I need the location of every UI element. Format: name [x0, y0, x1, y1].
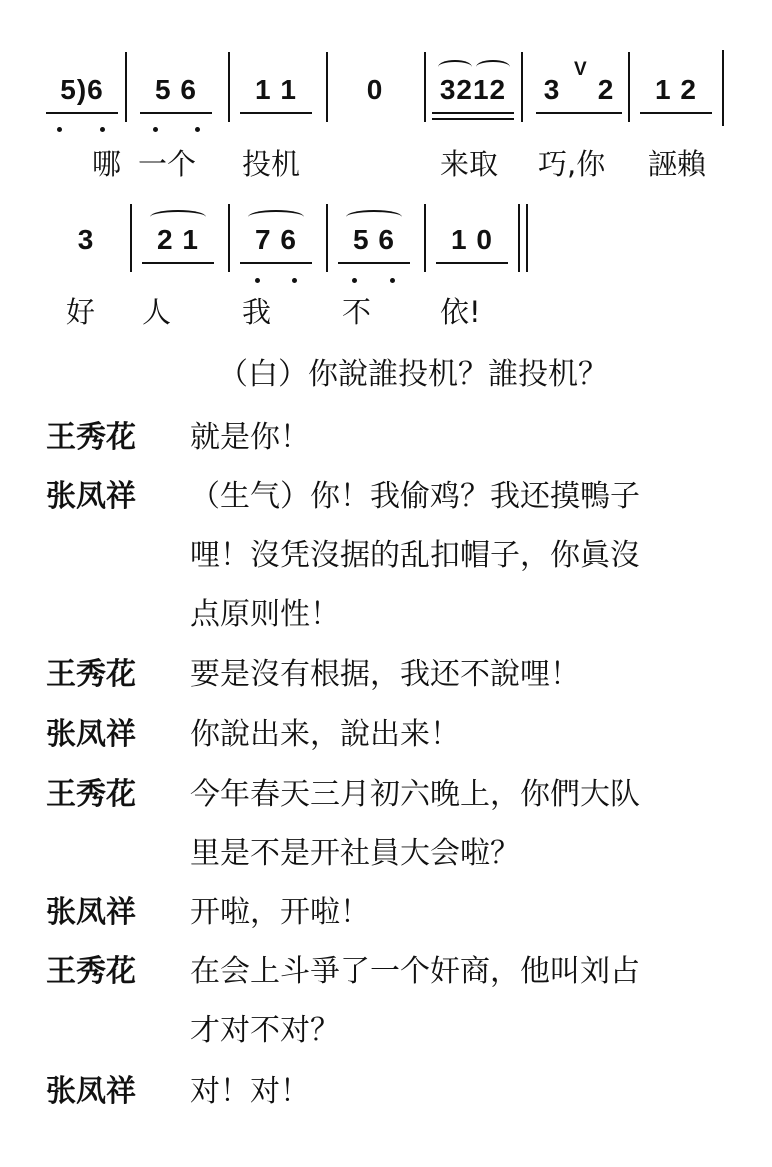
bar-line	[424, 204, 426, 272]
speaker-name: 张凤祥	[46, 479, 136, 514]
lyric-syllable: 人	[142, 295, 172, 329]
bar-line	[125, 52, 127, 122]
note-group: 2	[597, 74, 615, 105]
dialogue-line: 里是不是开社員大会啦？	[190, 836, 520, 871]
lyric-syllable: 哪	[92, 147, 122, 181]
note-group: 3212	[439, 74, 507, 105]
bar-line	[518, 204, 520, 272]
lyric-syllable: 巧,你	[538, 147, 606, 181]
dialogue-line: 哩！沒凭沒据的乱扣帽子，你眞沒	[190, 538, 640, 573]
bar-line	[228, 52, 230, 122]
low-octave-dot	[153, 127, 158, 132]
bar-line	[326, 52, 328, 122]
speaker-name: 王秀花	[46, 954, 136, 989]
eighth-underline	[140, 112, 212, 114]
spoken-aside: （白）你說誰投机？誰投机？	[218, 357, 608, 392]
eighth-underline	[142, 262, 214, 264]
eighth-underline	[436, 262, 508, 264]
dialogue-line: 开啦，开啦！	[190, 895, 370, 930]
bar-line	[628, 52, 630, 122]
note-group: 2 1	[157, 224, 199, 255]
low-octave-dot	[390, 278, 395, 283]
bar-line	[722, 50, 724, 126]
note-group: 7 6	[255, 224, 297, 255]
slur-arc	[150, 210, 206, 224]
eighth-underline	[338, 262, 410, 264]
note-group: 1 0	[451, 224, 493, 255]
low-octave-dot	[195, 127, 200, 132]
dialogue-line: 对！对！	[190, 1074, 310, 1109]
dialogue-line: 点原则性！	[190, 597, 340, 632]
low-octave-dot	[292, 278, 297, 283]
eighth-underline	[536, 112, 622, 114]
speaker-name: 张凤祥	[46, 895, 136, 930]
speaker-name: 王秀花	[46, 657, 136, 692]
lyric-syllable: 依!	[440, 295, 481, 329]
dialogue-line: 才对不对？	[190, 1013, 340, 1048]
dialogue-line: 就是你！	[190, 420, 310, 455]
breath-mark: V	[574, 59, 587, 80]
eighth-underline	[432, 112, 514, 114]
low-octave-dot	[352, 278, 357, 283]
note-group: 5)6	[60, 74, 104, 105]
speaker-name: 王秀花	[46, 777, 136, 812]
speaker-name: 张凤祥	[46, 1074, 136, 1109]
note-group: 5 6	[353, 224, 395, 255]
dialogue-line: 要是沒有根据，我还不說哩！	[190, 657, 580, 692]
slur-arc	[476, 60, 510, 74]
lyric-syllable: 誣賴	[648, 147, 707, 181]
eighth-underline	[240, 262, 312, 264]
note-group: 0	[366, 74, 384, 105]
slur-arc	[438, 60, 472, 74]
bar-line	[228, 204, 230, 272]
note-group: 3	[77, 224, 95, 255]
note-group: 3	[543, 74, 561, 105]
slur-arc	[248, 210, 304, 224]
dialogue-line: （生气）你！我偷鸡？我还摸鴨子	[190, 479, 640, 514]
speaker-name: 张凤祥	[46, 717, 136, 752]
sixteenth-underline	[432, 118, 514, 120]
eighth-underline	[240, 112, 312, 114]
lyric-syllable: 来取	[440, 147, 499, 181]
bar-line	[521, 52, 523, 122]
bar-line	[424, 52, 426, 122]
note-group: 1 1	[255, 74, 297, 105]
eighth-underline	[46, 112, 118, 114]
note-group: 1 2	[655, 74, 697, 105]
lyric-syllable: 一个	[138, 147, 197, 181]
lyric-syllable: 投机	[242, 147, 301, 181]
note-group: 5 6	[155, 74, 197, 105]
low-octave-dot	[57, 127, 62, 132]
low-octave-dot	[100, 127, 105, 132]
bar-line	[130, 204, 132, 272]
lyric-syllable: 我	[242, 295, 272, 329]
low-octave-dot	[255, 278, 260, 283]
dialogue-line: 你說出来，說出来！	[190, 717, 460, 752]
dialogue-line: 今年春天三月初六晚上，你們大队	[190, 777, 640, 812]
speaker-name: 王秀花	[46, 420, 136, 455]
lyric-syllable: 好	[66, 295, 96, 329]
eighth-underline	[640, 112, 712, 114]
slur-arc	[346, 210, 402, 224]
bar-line	[326, 204, 328, 272]
dialogue-line: 在会上斗爭了一个奸商，他叫刘占	[190, 954, 640, 989]
bar-line	[526, 204, 528, 272]
lyric-syllable: 不	[342, 295, 372, 329]
